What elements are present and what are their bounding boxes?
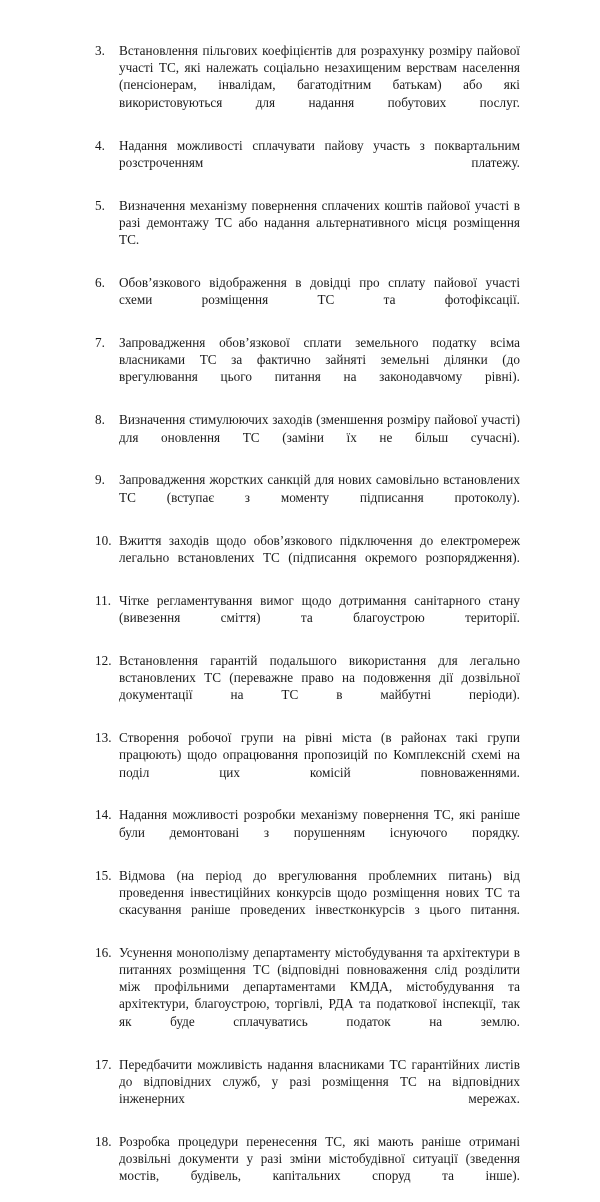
list-item	[95, 652, 520, 721]
list-item-text: Розробка процедури перенесення ТС, які мають раніше отримані дозвільні документи у разі зміни містобудівної ситуації (зведення мостів, будівель, капітальних споруд та інше).	[119, 1133, 520, 1184]
list-item-text: Визначення стимулюючих заходів (зменшення розміру пайової участі) для оновлення ТС (заміни їх не більш сучасні).	[119, 412, 520, 445]
list-item-number: 13.	[95, 730, 112, 746]
list-item	[95, 729, 520, 798]
list-item-number: 8.	[95, 412, 105, 428]
list-item-text: Чітке регламентування вимог щодо дотримання санітарного стану (вивезення сміття) та благоустрою території.	[119, 592, 520, 625]
list-item	[95, 806, 520, 858]
list-item-number: 17.	[95, 1056, 112, 1072]
list-item-number: 9.	[95, 472, 105, 488]
list-item	[95, 1056, 520, 1125]
list-item	[95, 471, 520, 523]
list-item-number: 15.	[95, 867, 112, 883]
list-item-text: Запровадження жорстких санкцій для нових самовільно встановлених ТС (вступає з моменту підписання протоколу).	[119, 472, 520, 505]
list-item	[95, 411, 520, 463]
list-item	[95, 592, 520, 644]
list-item	[95, 1133, 520, 1202]
list-item-text: Визначення механізму повернення сплачених коштів пайової участі в разі демонтажу ТС або надання альтернативного місця розміщення ТС.	[119, 197, 520, 248]
list-item	[95, 334, 520, 403]
list-item	[95, 42, 520, 128]
list-item	[95, 137, 520, 189]
list-item-number: 11.	[95, 592, 112, 608]
list-item-number: 18.	[95, 1133, 112, 1149]
list-item	[95, 944, 520, 1047]
list-item-number: 16.	[95, 944, 112, 960]
list-item-number: 10.	[95, 532, 112, 548]
list-item-number: 7.	[95, 335, 105, 351]
list-item	[95, 274, 520, 326]
list-item-text: Встановлення пільгових коефіцієнтів для розрахунку розміру пайової участі ТС, які належать соціально незахищеним верствам населення (пенсіонерам, інвалідам, багатодітним батькам) або які використовуються для надання побутових послуг.	[119, 43, 520, 110]
list-item	[95, 867, 520, 936]
list-item-text: Обов’язкового відображення в довідці про сплату пайової участі схеми розміщення ТС та фотофіксації.	[119, 274, 520, 308]
list-item-text: Надання можливості сплачувати пайову участь з поквартальним розстроченням платежу.	[119, 137, 520, 170]
list-item-text: Відмова (на період до врегулювання проблемних питань) від проведення інвестиційних конкурсів щодо розміщення нових ТС та скасування раніше проведених інвестконкурсів з цього питання.	[119, 867, 520, 917]
list-item	[95, 532, 520, 584]
list-item-text: Створення робочої групи на рівні міста (в районах такі групи працюють) щодо опрацювання пропозицій по Комплексній схемі на поділ цих комісій повноваженнями.	[119, 730, 520, 780]
list-item-text: Запровадження обов’язкової сплати земельного податку всіма власниками ТС за фактично зайняті земельні ділянки (до врегулювання цього питання на законодавчому рівні).	[119, 335, 520, 385]
list-item-text: Вжиття заходів щодо обов’язкового підключення до електромереж легально встановлених ТС (підписання окремого розпорядження).	[119, 532, 520, 565]
list-item-number: 3.	[95, 43, 105, 58]
numbered-proposal-list	[95, 42, 520, 1202]
list-item-number: 14.	[95, 807, 112, 823]
list-item-number: 5.	[95, 197, 105, 213]
list-item-text: Встановлення гарантій подальшого використання для легально встановлених ТС (переважне право на подовження дії дозвільної документації на ТС в майбутні періоди).	[119, 652, 520, 703]
list-item-number: 12.	[95, 652, 112, 668]
list-item-text: Усунення монополізму департаменту містобудування та архітектури в питаннях розміщення ТС (відповідні повноваження слід розділити між профільними департаментами КМДА, містобудування та архітектури, благоустрою, торгівлі, РДА та податкової інспекції, так як буде сплачуватись податок на землю.	[119, 944, 520, 1029]
list-item	[95, 197, 520, 266]
list-item-number: 4.	[95, 137, 105, 153]
list-item-number: 6.	[95, 274, 105, 290]
list-item-text: Передбачити можливість надання власниками ТС гарантійних листів до відповідних служб, у разі розміщення ТС на відповідних інженерних мережах.	[119, 1056, 520, 1106]
list-item-text: Надання можливості розробки механізму повернення ТС, які раніше були демонтовані з порушенням існуючого порядку.	[119, 807, 520, 840]
